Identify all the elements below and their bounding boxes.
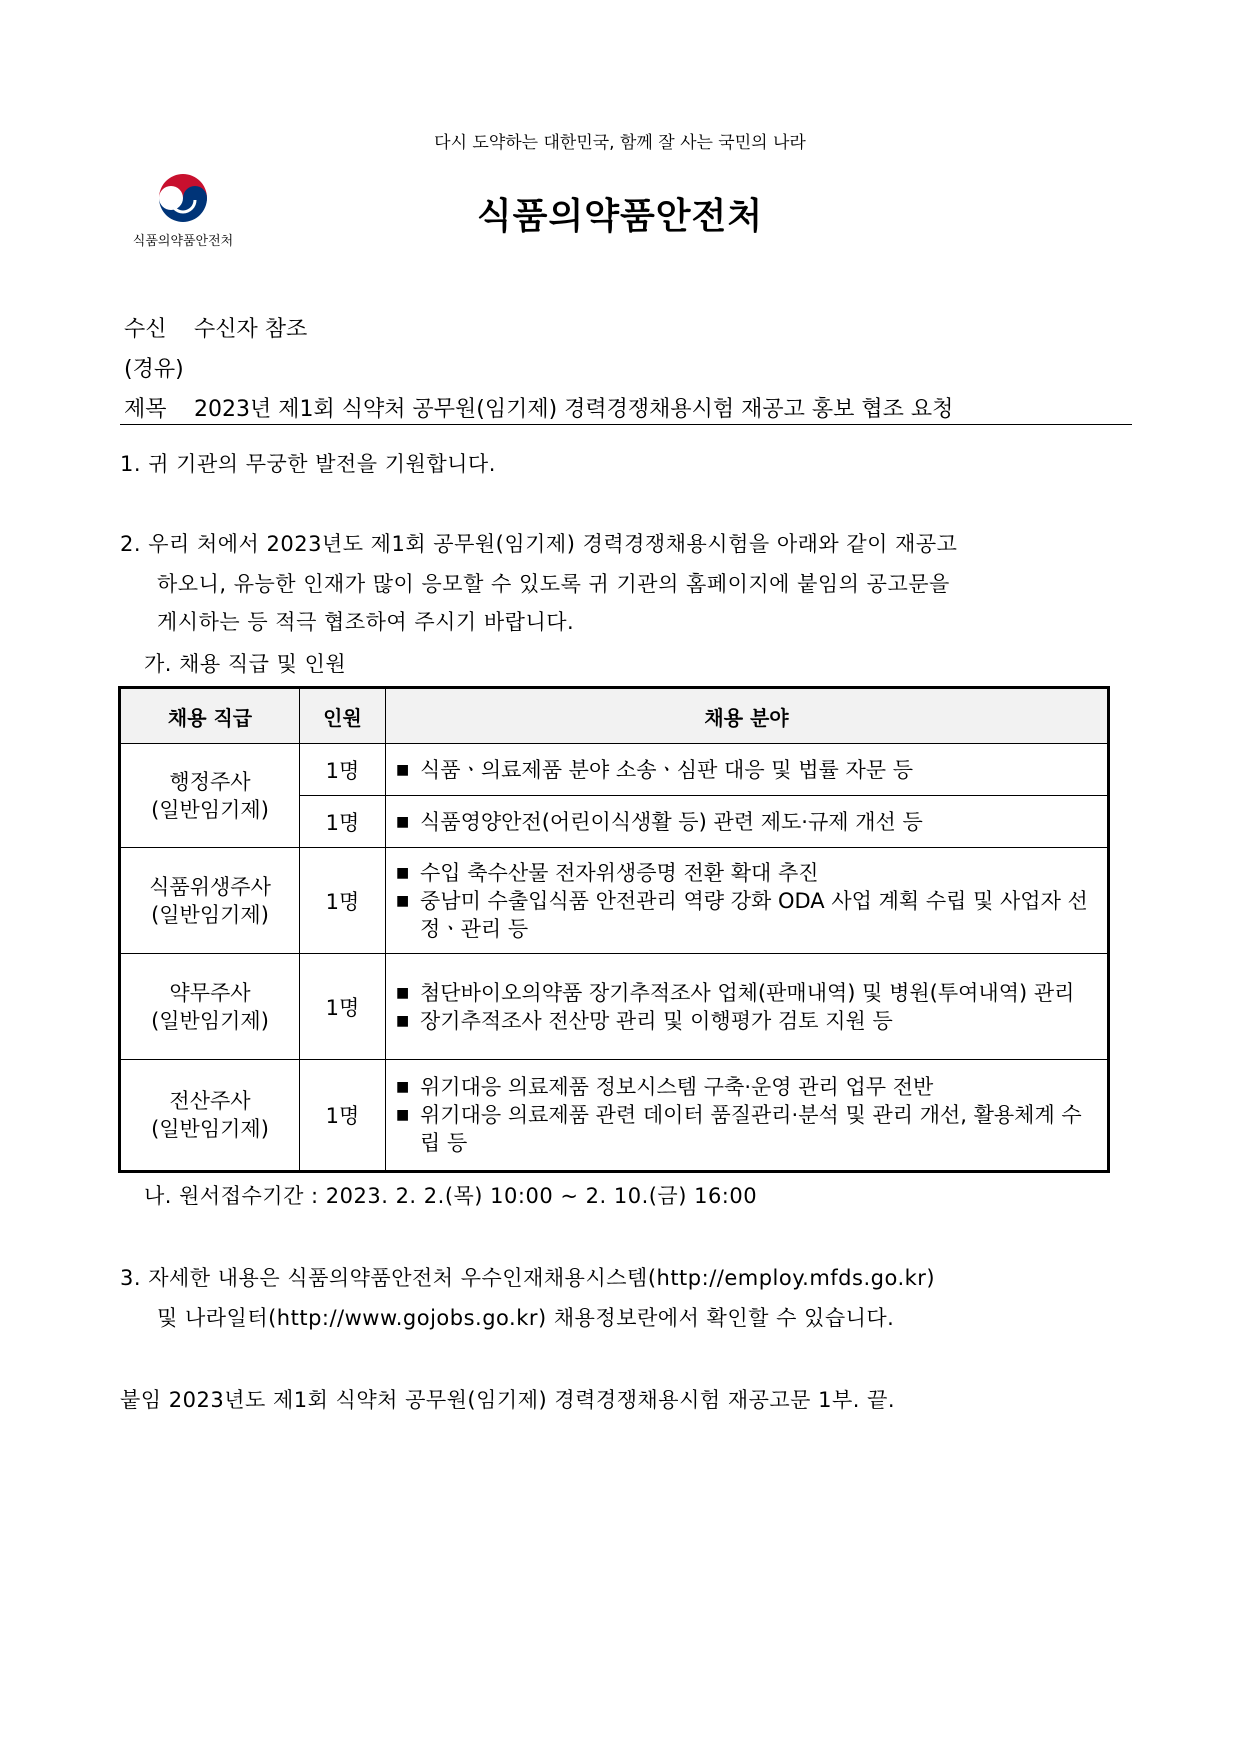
paragraph-3-line-2: 및 나라일터(http://www.gojobs.go.kr) 채용정보란에서 확인할 수 있습니다. [157, 1306, 895, 1330]
field-cell [386, 848, 1109, 954]
grade-name: 행정주사 [169, 769, 251, 794]
field-item [396, 1073, 1097, 1101]
paragraph-2-line-2: 하오니, 유능한 인재가 많이 응모할 수 있도록 귀 기관의 홈페이지에 붙임의 공고문을 [157, 572, 950, 596]
field-item [396, 808, 1097, 836]
field-text: 중남미 수출입식품 안전관리 역량 강화 ODA 사업 계획 수립 및 사업자 선정ㆍ관리 등 [420, 888, 1088, 941]
logo-text: 식품의약품안전처 [132, 234, 234, 249]
grade-name: 식품위생주사 [149, 874, 271, 899]
subject-divider [120, 424, 1132, 425]
table-row [120, 848, 1109, 954]
field-item [396, 1007, 1097, 1035]
field-text: 위기대응 의료제품 정보시스템 구축·운영 관리 업무 전반 [420, 1075, 934, 1099]
count-cell: 1명 [300, 954, 386, 1060]
table-row [120, 744, 1109, 796]
paragraph-2-line-1: 2. 우리 처에서 2023년도 제1회 공무원(임기제) 경력경쟁채용시험을 아래와 같이 재공고 [120, 532, 958, 556]
organization-title: 식품의약품안전처 [476, 196, 764, 237]
table-row [120, 954, 1109, 1060]
recruitment-table [118, 686, 1110, 1173]
grade-cell [120, 744, 300, 848]
count-cell: 1명 [300, 796, 386, 848]
field-item [396, 756, 1097, 784]
via-row: (경유) [124, 357, 184, 382]
subject-value: 2023년 제1회 식약처 공무원(임기제) 경력경쟁채용시험 재공고 홍보 협조 요청 [194, 397, 954, 422]
grade-name: 약무주사 [169, 980, 251, 1005]
header-grade: 채용 직급 [120, 688, 300, 744]
grade-type: (일반임기제) [151, 1008, 269, 1033]
bullet-icon: ■ [396, 1107, 410, 1123]
grade-type: (일반임기제) [151, 797, 269, 822]
grade-type: (일반임기제) [151, 1117, 269, 1141]
grade-cell [120, 1060, 300, 1172]
slogan: 다시 도약하는 대한민국, 함께 잘 사는 국민의 나라 [434, 133, 806, 153]
field-text: 식품영양안전(어린이식생활 등) 관련 제도·규제 개선 등 [420, 809, 923, 834]
grade-type: (일반임기제) [151, 902, 269, 927]
bullet-icon: ■ [396, 984, 410, 1001]
field-cell [386, 744, 1109, 796]
header-field: 채용 분야 [386, 688, 1109, 744]
bullet-icon: ■ [396, 1012, 410, 1029]
field-text: 수입 축수산물 전자위생증명 전환 확대 추진 [420, 860, 819, 885]
field-text: 위기대응 의료제품 관련 데이터 품질관리·분석 및 관리 개선, 활용체계 수립 등 [420, 1103, 1082, 1155]
count-cell: 1명 [300, 1060, 386, 1172]
field-cell [386, 796, 1109, 848]
table-header-row [120, 688, 1109, 744]
count-cell: 1명 [300, 848, 386, 954]
field-text: 식품ㆍ의료제품 분야 소송ㆍ심판 대응 및 법률 자문 등 [420, 757, 914, 782]
bullet-icon: ■ [396, 1079, 410, 1095]
field-cell [386, 1060, 1109, 1172]
bullet-icon: ■ [396, 892, 410, 909]
count-cell: 1명 [300, 744, 386, 796]
subsection-a: 가. 채용 직급 및 인원 [144, 652, 347, 676]
field-text: 장기추적조사 전산망 관리 및 이행평가 검토 지원 등 [420, 1008, 893, 1033]
bullet-icon: ■ [396, 813, 410, 830]
grade-cell [120, 848, 300, 954]
attachment-line: 붙임 2023년도 제1회 식약처 공무원(임기제) 경력경쟁채용시험 재공고문 1부. 끝. [120, 1388, 896, 1412]
field-item [396, 1101, 1097, 1157]
subject-label: 제목 [124, 397, 167, 422]
paragraph-1: 1. 귀 기관의 무궁한 발전을 기원합니다. [120, 452, 496, 476]
subsection-b: 나. 원서접수기간 : 2023. 2. 2.(목) 10:00 ~ 2. 10.(금) 16:00 [144, 1184, 758, 1208]
header-count: 인원 [300, 688, 386, 744]
grade-name: 전산주사 [169, 1089, 251, 1113]
grade-cell [120, 954, 300, 1060]
recipient-row [124, 312, 307, 343]
field-text: 첨단바이오의약품 장기추적조사 업체(판매내역) 및 병원(투여내역) 관리 [420, 980, 1075, 1005]
bullet-icon: ■ [396, 864, 410, 881]
field-item [396, 859, 1097, 887]
subject-row [124, 392, 953, 423]
table-row [120, 1060, 1109, 1172]
field-cell [386, 954, 1109, 1060]
recipient-label: 수신 [124, 317, 167, 342]
paragraph-3-line-1: 3. 자세한 내용은 식품의약품안전처 우수인재채용시스템(http://employ.mfds.go.kr) [120, 1266, 936, 1290]
field-item [396, 979, 1097, 1007]
recipient-value: 수신자 참조 [194, 317, 308, 342]
bullet-icon: ■ [396, 761, 410, 778]
paragraph-2-line-3: 게시하는 등 적극 협조하여 주시기 바랍니다. [157, 610, 575, 634]
field-item [396, 887, 1097, 943]
